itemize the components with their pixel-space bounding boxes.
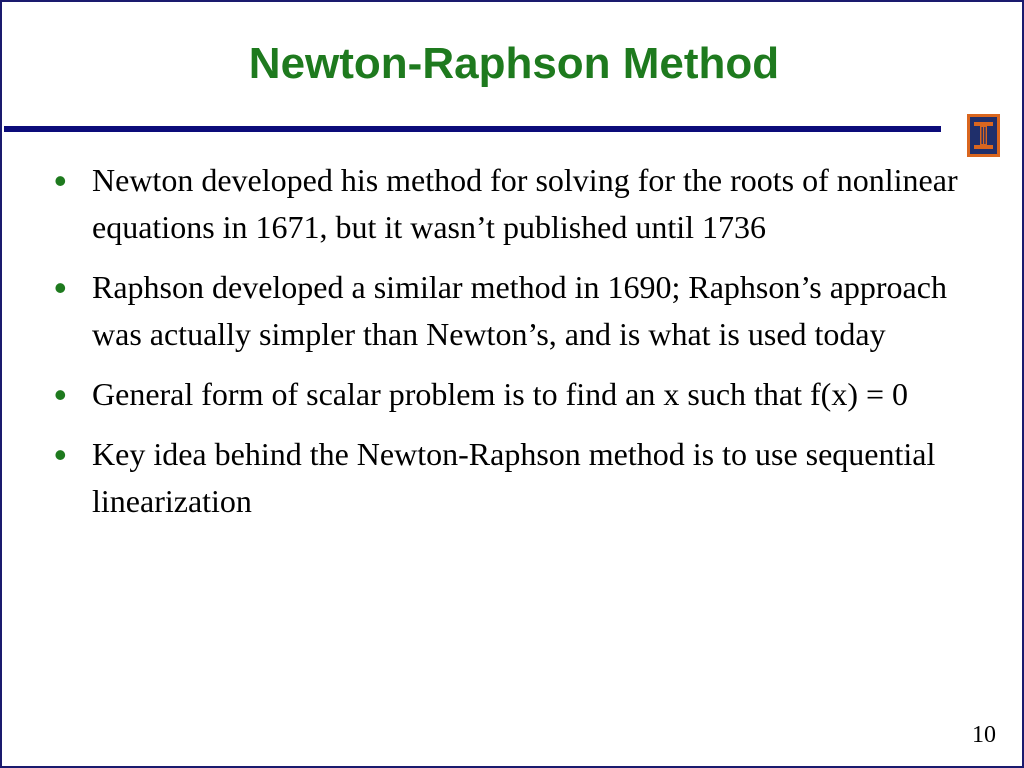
bullet-item xyxy=(54,264,984,358)
bullet-marker: • xyxy=(54,434,67,475)
bullet-text: Raphson developed a similar method in 1690; Raphson’s approach was actually simpler than Newton’s, and is what is used today xyxy=(92,269,947,352)
bullet-item xyxy=(54,431,984,525)
slide-title: Newton-Raphson Method xyxy=(248,39,780,88)
bullet-text: Key idea behind the Newton-Raphson method is to use sequential linearization xyxy=(92,436,936,519)
page-number: 10 xyxy=(972,722,996,748)
bullet-text: General form of scalar problem is to find an x such that f(x) = 0 xyxy=(92,376,909,412)
block-i-icon xyxy=(970,117,997,154)
bullet-marker: • xyxy=(54,267,67,308)
bullet-item xyxy=(54,371,984,418)
title-divider xyxy=(4,126,941,132)
bullet-item xyxy=(54,157,984,251)
bullet-list xyxy=(54,157,984,538)
university-logo-icon xyxy=(967,114,1000,157)
bullet-marker: • xyxy=(54,374,67,415)
bullet-text: Newton developed his method for solving for the roots of nonlinear equations in 1671, but it wasn’t published until 1736 xyxy=(92,162,958,245)
bullet-marker: • xyxy=(54,160,67,201)
